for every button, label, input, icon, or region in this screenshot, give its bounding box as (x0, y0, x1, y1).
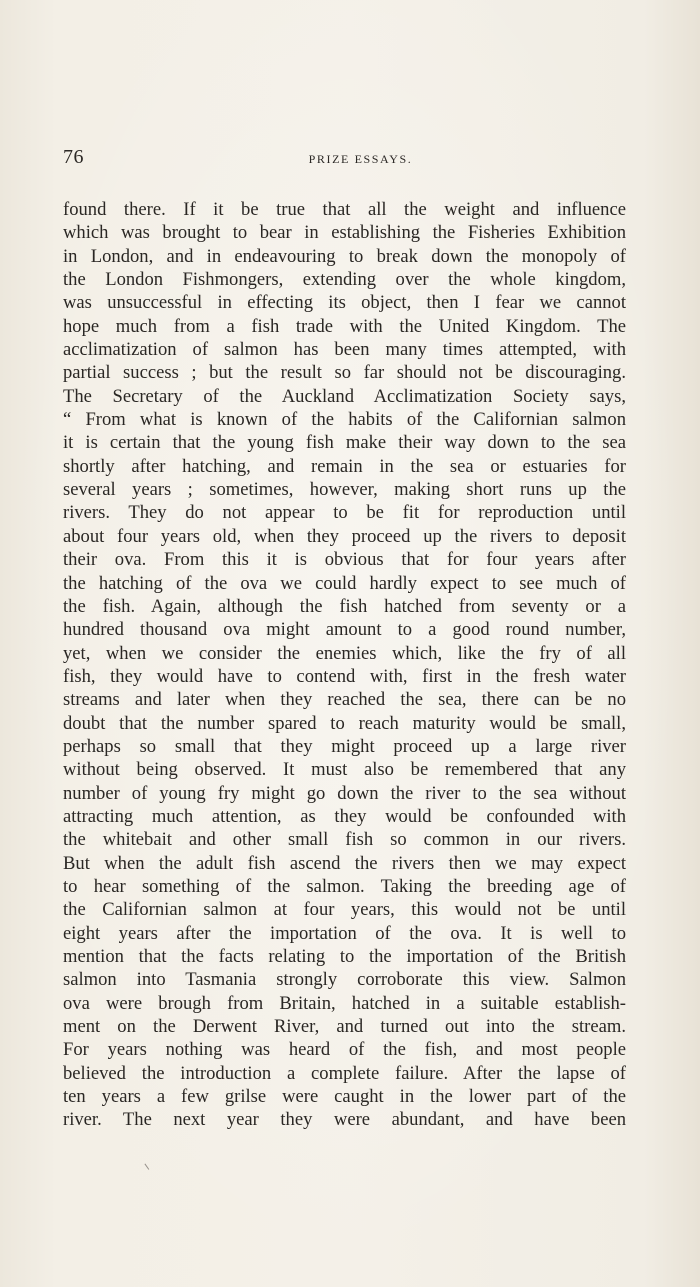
text-line: perhaps so small that they might proceed up a large river (63, 735, 626, 757)
text-line: was unsuccessful in effecting its object, then I fear we cannot (63, 292, 626, 314)
text-line: fish, they would have to contend with, first in the fresh water (63, 665, 626, 687)
text-line: salmon into Tasmania strongly corroborate this view. Salmon (63, 969, 626, 991)
text-line: For years nothing was heard of the fish, and most people (63, 1039, 626, 1061)
text-line: to hear something of the salmon. Taking the breeding age of (63, 875, 626, 897)
page-number: 76 (63, 146, 84, 168)
text-line: it is certain that the young fish make their way down to the sea (63, 432, 626, 454)
text-line: the Californian salmon at four years, this would not be until (63, 899, 626, 921)
text-line: the hatching of the ova we could hardly expect to see much of (63, 572, 626, 594)
text-line: the London Fishmongers, extending over the whole kingdom, (63, 269, 626, 291)
text-line: streams and later when they reached the sea, there can be no (63, 689, 626, 711)
text-line: But when the adult fish ascend the rivers then we may expect (63, 852, 626, 874)
text-line: number of young fry might go down the river to the sea without (63, 782, 626, 804)
text-line: mention that the facts relating to the importation of the British (63, 946, 626, 967)
text-line: yet, when we consider the enemies which, like the fry of all (63, 642, 626, 664)
text-line: ten years a few grilse were caught in the lower part of the (63, 1086, 626, 1108)
text-line: ment on the Derwent River, and turned out into the stream. (63, 1016, 626, 1038)
text-line: without being observed. It must also be remembered that any (63, 759, 626, 781)
text-line: their ova. From this it is obvious that for four years after (63, 549, 626, 571)
text-line: The Secretary of the Auckland Acclimatization Society says, (63, 385, 626, 407)
page-header (63, 146, 628, 170)
text-line: the whitebait and other small fish so common in our rivers. (63, 829, 626, 851)
running-head: PRIZE ESSAYS. (308, 152, 413, 166)
text-line: in London, and in endeavouring to break down the monopoly of (63, 245, 626, 267)
text-line: eight years after the importation of the ova. It is well to (63, 922, 626, 944)
text-line: ova were brough from Britain, hatched in a suitable establish- (63, 992, 626, 1014)
text-line: doubt that the number spared to reach maturity would be small, (63, 712, 626, 734)
text-line: “ From what is known of the habits of the Californian salmon (63, 409, 626, 431)
text-line: several years ; sometimes, however, making short runs up the (63, 479, 626, 501)
text-line: hope much from a fish trade with the United Kingdom. The (63, 315, 626, 337)
text-line: found there. If it be true that all the weight and influence (63, 199, 626, 220)
text-line: the fish. Again, although the fish hatched from seventy or a (63, 595, 626, 617)
stray-ink-mark (144, 1161, 152, 1170)
text-line: shortly after hatching, and remain in the sea or estuaries for (63, 455, 626, 477)
text-line: believed the introduction a complete failure. After the lapse of (63, 1062, 626, 1084)
text-line: river. The next year they were abundant, and have been (63, 1109, 626, 1131)
text-line: which was brought to bear in establishing the Fisheries Exhibition (63, 222, 626, 244)
text-line: about four years old, when they proceed up the rivers to deposit (63, 525, 626, 547)
text-line: partial success ; but the result so far should not be discouraging. (63, 362, 626, 384)
text-line: rivers. They do not appear to be fit for reproduction until (63, 502, 626, 524)
text-line: acclimatization of salmon has been many times attempted, with (63, 339, 626, 361)
body-text (63, 198, 626, 1132)
text-line: hundred thousand ova might amount to a good round number, (63, 619, 626, 641)
text-line: attracting much attention, as they would be confounded with (63, 805, 626, 827)
